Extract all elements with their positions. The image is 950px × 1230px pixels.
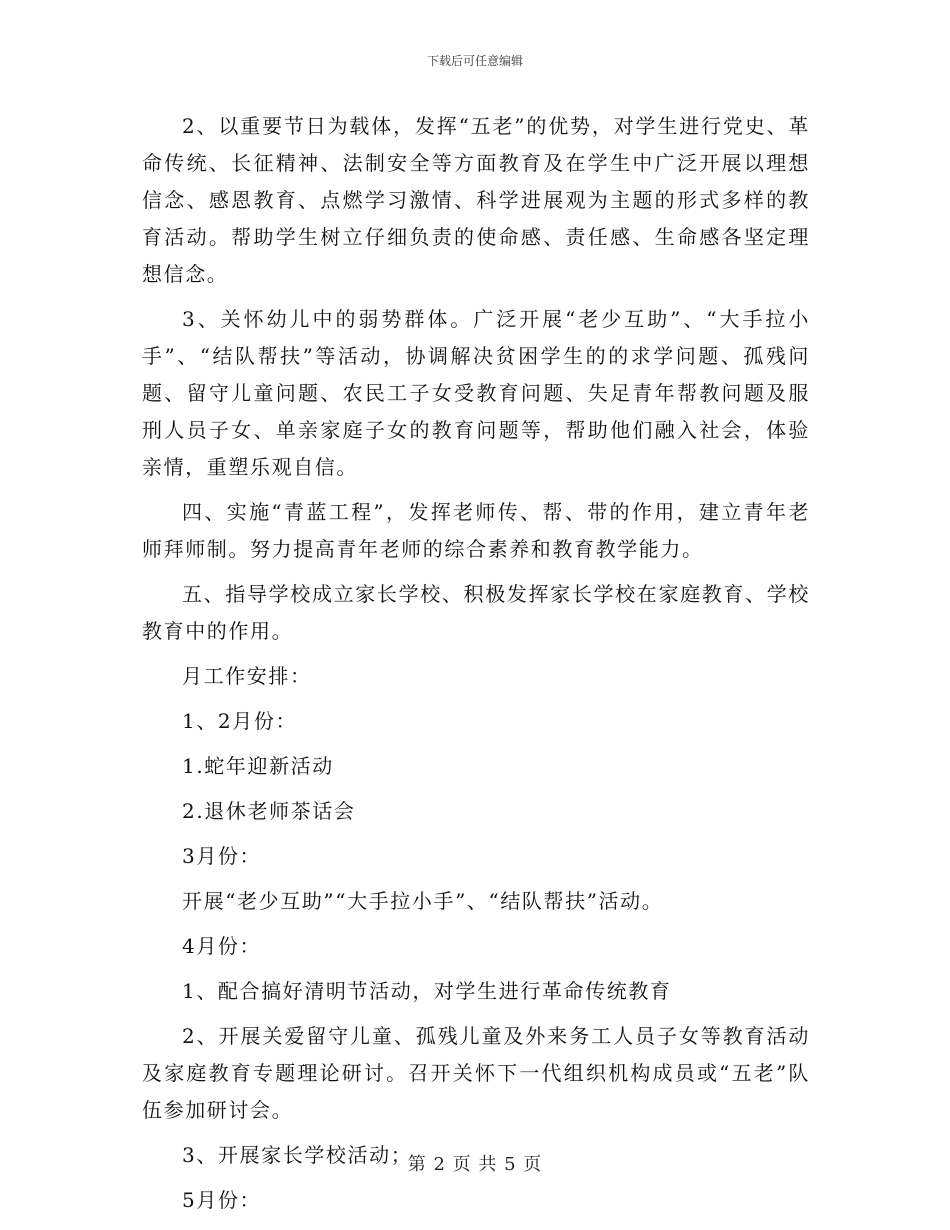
paragraph: 1、2月份： — [182, 709, 298, 733]
paragraph: 3、开展家长学校活动； — [182, 1143, 413, 1167]
paragraph: 4月份： — [182, 934, 262, 958]
paragraph: 开展“老少互助”“大手拉小手”、“结队帮扶”活动。 — [182, 889, 664, 913]
paragraph: 2、以重要节日为载体，发挥“五老”的优势，对学生进行党史、革命传统、长征精神、法制安全等方面教育及在学生中广泛开展以理想信念、感恩教育、点燃学习激情、科学进展观为主题的形式多样的教育活动。帮助学生树立仔细负责的使命感、责任感、生命感各坚定理想信念。 — [142, 114, 810, 286]
paragraph: 月工作安排： — [182, 664, 312, 688]
paragraph: 3、关怀幼儿中的弱势群体。广泛开展“老少互助”、“大手拉小手”、“结队帮扶”等活动，协调解决贫困学生的的求学问题、孤残问题、留守儿童问题、农民工子女受教育问题、失足青年帮教问题及服刑人员子女、单亲家庭子女的教育问题等，帮助他们融入社会，体验亲情，重塑乐观自信。 — [142, 307, 810, 479]
paragraph: 1、配合搞好清明节活动，对学生进行革命传统教育 — [182, 979, 672, 1003]
paragraph: 5月份： — [182, 1188, 262, 1212]
paragraph: 2、开展关爱留守儿童、孤残儿童及外来务工人员子女等教育活动及家庭教育专题理论研讨。召开关怀下一代组织机构成员或“五老”队伍参加研讨会。 — [142, 1024, 810, 1122]
document-body — [142, 108, 810, 1227]
paragraph: 3月份： — [182, 844, 262, 868]
page-number-footer: 第 2 页 共 5 页 — [407, 1154, 543, 1175]
paragraph: 1.蛇年迎新活动 — [182, 754, 334, 778]
page-header: 下载后可任意编辑 — [426, 54, 523, 68]
paragraph: 五、指导学校成立家长学校、积极发挥家长学校在家庭教育、学校教育中的作用。 — [142, 582, 810, 643]
paragraph: 2.退休老师茶话会 — [182, 799, 356, 823]
paragraph: 四、实施“青蓝工程”，发挥老师传、帮、带的作用，建立青年老师拜师制。努力提高青年老师的综合素养和教育教学能力。 — [142, 500, 810, 561]
